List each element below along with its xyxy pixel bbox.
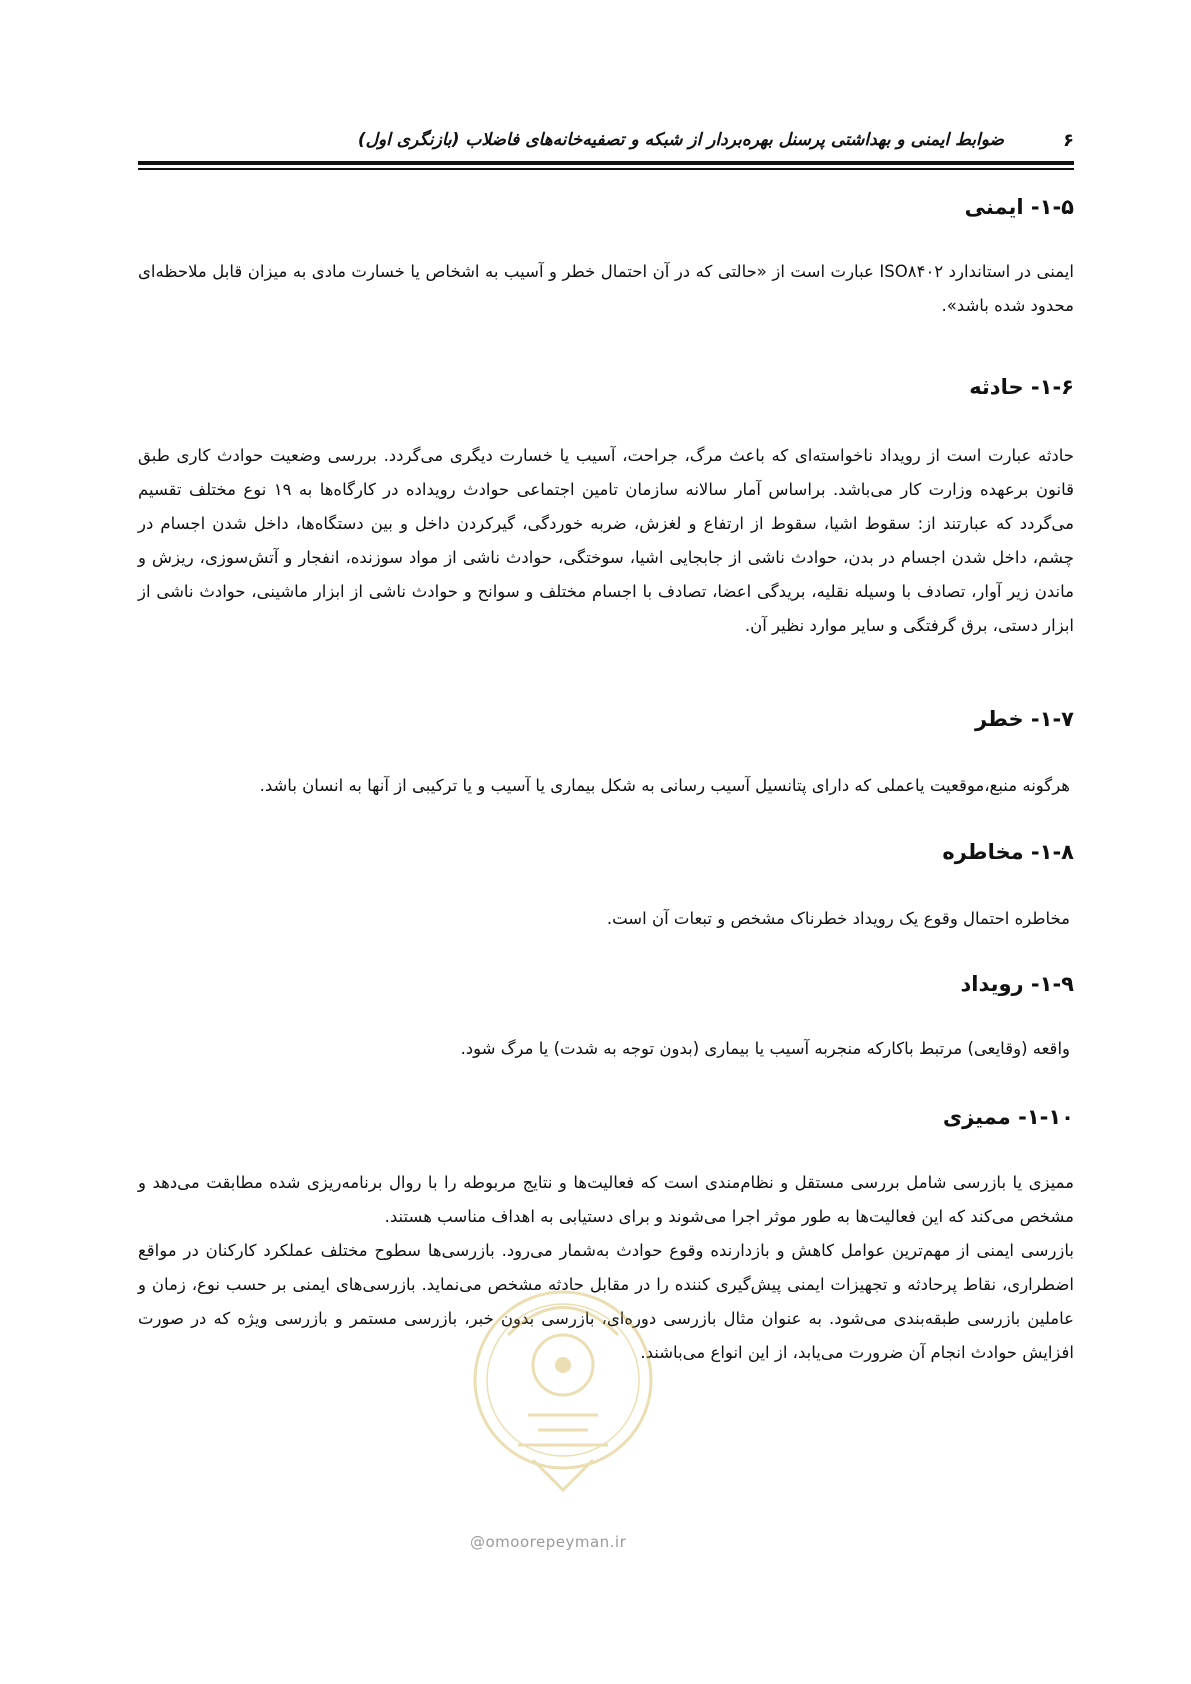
section-incident xyxy=(138,967,1074,1066)
section-heading: ۱-۸- مخاطره xyxy=(942,840,1074,864)
header-rule-thin xyxy=(138,168,1074,170)
section-heading: ۱-۶- حادثه xyxy=(969,375,1074,399)
header-rule-thick xyxy=(138,161,1074,165)
paragraph: هرگونه منبع،موقعیت یاعملی که دارای پتانسیل آسیب رسانی به شکل بیماری یا آسیب و یا ترکیبی از آنها به انسان باشد. xyxy=(259,776,1070,795)
section-hazard xyxy=(138,702,1074,803)
paragraph: حادثه عبارت است از رویداد ناخواسته‌ای که باعث مرگ، جراحت، آسیب یا خسارت دیگری می‌گردد. بررسی وضعیت حوادث کاری طبق قانون برعهده وزارت کار می‌باشد. براساس آمار سالانه سازمان تامین اجتماعی حوادث رویداده در کارگاه‌ها به ۱۹ نوع مختلف تقسیم می‌گردد که عبارتند از: سقوط اشیا، سقوط از ارتفاع و لغزش، ضربه خوردگی، گیرکردن داخل و بین دستگاه‌ها، داخل شدن اجسام در چشم، داخل شدن اجسام در بدن، حوادث ناشی از جابجایی اشیا، سوختگی، حوادث ناشی از مواد سوزنده، انفجار و آتش‌سوزی، ریزش و ماندن زیر آوار، تصادف با وسیله نقلیه، بریدگی اعضا، تصادف با اجسام مختلف و سوانح و حوادث ناشی از ابزار ماشینی، حوادث ناشی از ابزار دستی، برق گرفتگی و سایر موارد نظیر آن. xyxy=(138,446,1074,635)
section-heading: ۱-۷- خطر xyxy=(974,707,1074,731)
watermark-site-label: @omoorepeyman.ir xyxy=(470,1533,627,1551)
logo-watermark xyxy=(468,1245,658,1515)
section-risk xyxy=(138,835,1074,936)
section-accident xyxy=(138,370,1074,643)
paragraph: مخاطره احتمال وقوع یک رویداد خطرناک مشخص و تبعات آن است. xyxy=(606,909,1070,928)
section-safety xyxy=(138,190,1074,323)
page-number: ۶ xyxy=(1063,130,1074,151)
running-title: ضوابط ایمنی و بهداشتی پرسنل بهره‌بردار از شبکه و تصفیه‌خانه‌های فاضلاب (بازنگری اول) xyxy=(357,130,1004,150)
paragraph: ممیزی یا بازرسی شامل بررسی مستقل و نظام‌مندی است که فعالیت‌ها و نتایج مربوطه را با روال برنامه‌ریزی شده مطابقت می‌دهد و مشخص می‌کند که این فعالیت‌ها به طور موثر اجرا می‌شوند و برای دستیابی به اهداف مناسب هستند. xyxy=(138,1173,1074,1226)
paragraph: واقعه (وقایعی) مرتبط باکارکه منجربه آسیب یا بیماری (بدون توجه به شدت) یا مرگ شود. xyxy=(460,1039,1070,1058)
section-heading: ۱-۹- رویداد xyxy=(960,972,1074,996)
section-heading: ۱-۵- ایمنی xyxy=(964,195,1074,219)
section-heading: ۱-۱۰- ممیزی xyxy=(942,1105,1074,1129)
paragraph: ایمنی در استاندارد ISO۸۴۰۲ عبارت است از «حالتی که در آن احتمال خطر و آسیب به اشخاص یا خسارت مادی به میزان قابل ملاحظه‌ای محدود شده باشد». xyxy=(138,262,1074,315)
page-header xyxy=(138,124,1074,156)
paragraph: بازرسی ایمنی از مهم‌ترین عوامل کاهش و بازدارنده وقوع حوادث به‌شمار می‌رود. بازرسی‌ها سطوح مختلف عملکرد کارکنان در مواقع اضطراری، نقاط پرحادثه و تجهیزات ایمنی پیش‌گیری کننده را در مقابل حادثه مشخص می‌نماید. بازرسی‌های ایمنی بر حسب نوع، زمان و عاملین بازرسی طبقه‌بندی می‌شود. به عنوان مثال بازرسی دوره‌ای، بازرسی بدون خبر، بازرسی مستمر و بازرسی ویژه که در صورت افزایش حوادث انجام آن ضرورت می‌یابد، از این انواع می‌باشند. xyxy=(138,1241,1074,1362)
